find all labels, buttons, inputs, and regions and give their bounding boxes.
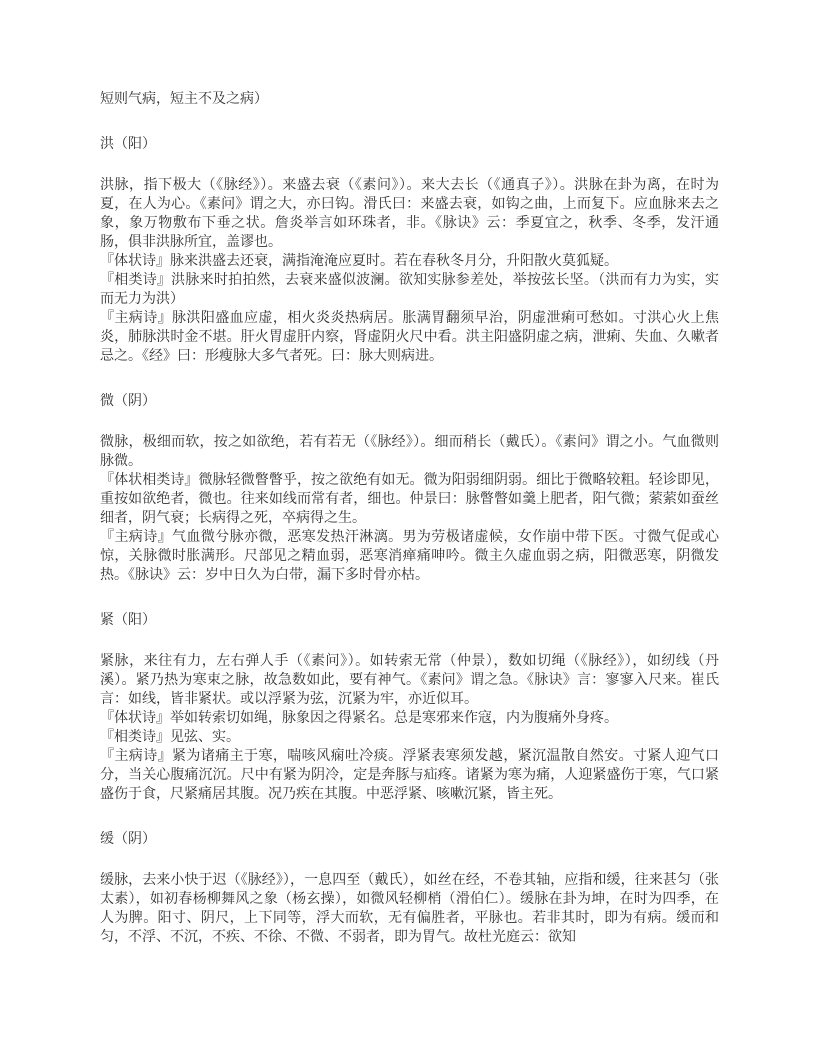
paragraph-jin-description: 紧脉，来往有力，左右弹人手（《素问》）。如转索无常（仲景），数如切绳（《脉经》），如纫线（丹溪）。紧乃热为寒束之脉，故急数如此，要有神气。《素问》谓之急。《脉诀》言：寥寥入尺来。崔氏言：如线，皆非紧状。或以浮紧为弦，沉紧为牢，亦近似耳。 — [100, 654, 719, 707]
section-heading-jin: 紧（阳） — [100, 613, 156, 628]
paragraph-wei-zhubing-shi: 『主病诗』气血微兮脉亦微，恶寒发热汗淋漓。男为劳极诸虚候，女作崩中带下医。寸微气促或心惊，关脉微时胀满形。尺部见之精血弱，恶寒消瘅痛呻吟。微主久虚血弱之病，阳微恶寒，阴微发热。《脉诀》云：岁中日久为白带，漏下多时骨亦枯。 — [100, 530, 719, 583]
paragraph-wei-description: 微脉，极细而软，按之如欲绝，若有若无（《脉经》）。细而稍长（戴氏）。《素问》谓之小。气血微则脉微。 — [100, 435, 719, 469]
section-body-hong — [100, 176, 719, 366]
paragraph-hong-tizhuang-shi: 『体状诗』脉来洪盛去还衰，满指淹淹应夏时。若在春秋冬月分，升阳散火莫狐疑。 — [100, 254, 618, 269]
paragraph-jin-zhubing-shi: 『主病诗』紧为诸痛主于寒，喘咳风痫吐冷痰。浮紧表寒须发越，紧沉温散自然安。寸紧人迎气口分，当关心腹痛沉沉。尺中有紧为阴冷，定是奔豚与疝疼。诸紧为寒为痛，人迎紧盛伤于寒，气口紧盛伤于食，尺紧痛居其腹。况乃疾在其腹。中恶浮紧、咳嗽沉紧，皆主死。 — [100, 749, 719, 802]
section-heading-huan: 缓（阴） — [100, 832, 156, 847]
paragraph-hong-xianglei-shi: 『相类诗』洪脉来时拍拍然，去衰来盛似波澜。欲知实脉参差处，举按弦长坚。（洪而有力为实，实而无力为洪） — [100, 273, 719, 307]
paragraph-jin-xianglei-shi: 『相类诗』见弦、实。 — [100, 730, 240, 745]
section-body-wei — [100, 433, 719, 585]
paragraph-hong-description: 洪脉，指下极大（《脉经》）。来盛去衰（《素问》）。来大去长（《通真子》）。洪脉在卦为离，在时为夏，在人为心。《素问》谓之大，亦曰钩。滑氏曰：来盛去衰，如钩之曲，上而复下。应血脉来去之象，象万物敷布下垂之状。詹炎举言如环珠者，非。《脉诀》云：季夏宜之，秋季、冬季，发汗通肠，俱非洪脉所宜，盖谬也。 — [100, 178, 719, 250]
section-heading-wei: 微（阴） — [100, 394, 156, 409]
intro-line: 短则气病，短主不及之病） — [100, 92, 268, 107]
paragraph-jin-tizhuang-shi: 『体状诗』举如转索切如绳，脉象因之得紧名。总是寒邪来作寇，内为腹痛外身疼。 — [100, 711, 618, 726]
paragraph-hong-zhubing-shi: 『主病诗』脉洪阳盛血应虚，相火炎炎热病居。胀满胃翻须早治，阴虚泄痢可愁如。寸洪心火上焦炎，肺脉洪时金不堪。肝火胃虚肝内察，肾虚阴火尺中看。洪主阳盛阴虚之病，泄痢、失血、久嗽者忌之。《经》曰：形瘦脉大多气者死。曰：脉大则病进。 — [100, 311, 719, 364]
section-body-huan — [100, 871, 719, 947]
paragraph-huan-description: 缓脉，去来小快于迟（《脉经》），一息四至（戴氏），如丝在经，不卷其轴，应指和缓，往来甚匀（张太素），如初春杨柳舞风之象（杨玄操），如微风轻柳梢（滑伯仁）。缓脉在卦为坤，在时为四季，在人为脾。阳寸、阴尺，上下同等，浮大而软，无有偏胜者，平脉也。若非其时，即为有病。缓而和匀，不浮、不沉，不疾、不徐、不微、不弱者，即为胃气。故杜光庭云：欲知 — [100, 873, 719, 945]
section-body-jin — [100, 652, 719, 804]
section-heading-hong: 洪（阳） — [100, 137, 156, 152]
paragraph-wei-tizhuang-xianglei-shi: 『体状相类诗』微脉轻微瞥瞥乎，按之欲绝有如无。微为阳弱细阴弱。细比于微略较粗。轻诊即见，重按如欲绝者，微也。往来如线而常有者，细也。仲景曰：脉瞥瞥如羹上肥者，阳气微；萦萦如蚕丝细者，阴气衰；长病得之死，卒病得之生。 — [100, 473, 719, 526]
